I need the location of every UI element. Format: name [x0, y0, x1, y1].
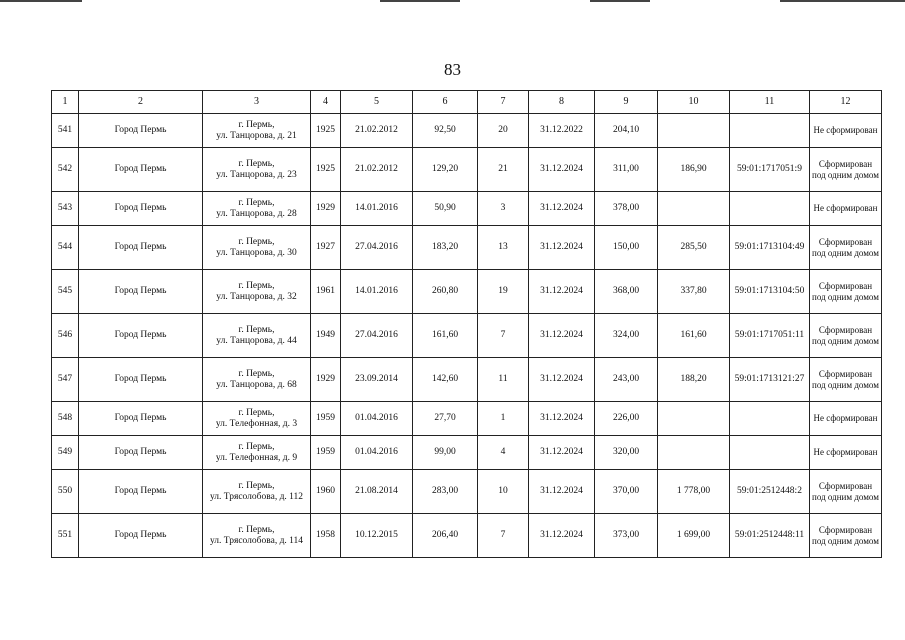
row-number-cell: 541: [52, 114, 79, 148]
address-city: г. Пермь,: [238, 158, 275, 169]
land-area-cell: 1 778,00: [658, 470, 730, 514]
area2-cell: 373,00: [595, 514, 658, 558]
area-cell: 283,00: [413, 470, 478, 514]
deadline-cell: 31.12.2024: [529, 402, 595, 436]
date-cell: 21.02.2012: [341, 114, 413, 148]
table-row: [52, 358, 882, 402]
date-cell: 14.01.2016: [341, 270, 413, 314]
area-cell: 142,60: [413, 358, 478, 402]
status-cell: Сформирован под одним домом: [810, 470, 882, 514]
land-area-cell: 285,50: [658, 226, 730, 270]
status-cell: Не сформирован: [810, 192, 882, 226]
year-cell: 1929: [311, 358, 341, 402]
address-street: ул. Телефонная, д. 9: [215, 452, 298, 463]
area2-cell: 226,00: [595, 402, 658, 436]
municipality-cell: Город Пермь: [79, 148, 203, 192]
cadastral-number-cell: 59:01:1713104:49: [730, 226, 810, 270]
status-cell: Сформирован под одним домом: [810, 358, 882, 402]
deadline-cell: 31.12.2024: [529, 514, 595, 558]
address-street: ул. Трясолобова, д. 112: [209, 491, 304, 502]
column-header: 3: [203, 91, 311, 114]
land-area-cell: [658, 436, 730, 470]
address-cell: [203, 192, 311, 226]
year-cell: 1927: [311, 226, 341, 270]
column-header: 6: [413, 91, 478, 114]
year-cell: 1959: [311, 436, 341, 470]
table-header: [52, 91, 882, 114]
year-cell: 1925: [311, 114, 341, 148]
table-row: [52, 314, 882, 358]
deadline-cell: 31.12.2024: [529, 436, 595, 470]
row-number-cell: 545: [52, 270, 79, 314]
top-edge-line: [780, 0, 905, 2]
municipality-cell: Город Пермь: [79, 436, 203, 470]
residents-cell: 1: [478, 402, 529, 436]
row-number-cell: 543: [52, 192, 79, 226]
address-street: ул. Танцорова, д. 32: [216, 291, 297, 302]
top-edge-line: [590, 0, 650, 2]
table-row: [52, 226, 882, 270]
municipality-cell: Город Пермь: [79, 314, 203, 358]
address-cell: [203, 436, 311, 470]
area2-cell: 378,00: [595, 192, 658, 226]
table-body: [52, 114, 882, 558]
column-header: 7: [478, 91, 529, 114]
address-city: г. Пермь,: [238, 480, 275, 491]
deadline-cell: 31.12.2024: [529, 314, 595, 358]
address-cell: [203, 314, 311, 358]
status-cell: Не сформирован: [810, 402, 882, 436]
table-row: [52, 470, 882, 514]
municipality-cell: Город Пермь: [79, 114, 203, 148]
residents-cell: 21: [478, 148, 529, 192]
address-city: г. Пермь,: [238, 324, 275, 335]
address-street: ул. Танцорова, д. 28: [216, 208, 297, 219]
address-city: г. Пермь,: [238, 119, 275, 130]
cadastral-number-cell: 59:01:1717051:11: [730, 314, 810, 358]
address-city: г. Пермь,: [238, 280, 275, 291]
status-cell: Сформирован под одним домом: [810, 226, 882, 270]
area-cell: 129,20: [413, 148, 478, 192]
column-header: 10: [658, 91, 730, 114]
land-area-cell: 337,80: [658, 270, 730, 314]
area2-cell: 324,00: [595, 314, 658, 358]
date-cell: 01.04.2016: [341, 402, 413, 436]
column-header: 5: [341, 91, 413, 114]
year-cell: 1959: [311, 402, 341, 436]
column-header: 9: [595, 91, 658, 114]
residents-cell: 7: [478, 314, 529, 358]
row-number-cell: 546: [52, 314, 79, 358]
land-area-cell: 188,20: [658, 358, 730, 402]
area-cell: 206,40: [413, 514, 478, 558]
year-cell: 1929: [311, 192, 341, 226]
deadline-cell: 31.12.2024: [529, 148, 595, 192]
address-cell: [203, 114, 311, 148]
deadline-cell: 31.12.2024: [529, 470, 595, 514]
status-cell: Сформирован под одним домом: [810, 148, 882, 192]
municipality-cell: Город Пермь: [79, 402, 203, 436]
table-row: [52, 192, 882, 226]
row-number-cell: 550: [52, 470, 79, 514]
address-cell: [203, 470, 311, 514]
land-area-cell: 186,90: [658, 148, 730, 192]
top-edge-line: [380, 0, 460, 2]
municipality-cell: Город Пермь: [79, 270, 203, 314]
status-cell: Сформирован под одним домом: [810, 514, 882, 558]
column-header: 2: [79, 91, 203, 114]
area2-cell: 243,00: [595, 358, 658, 402]
date-cell: 23.09.2014: [341, 358, 413, 402]
residents-cell: 11: [478, 358, 529, 402]
address-city: г. Пермь,: [238, 407, 275, 418]
cadastral-number-cell: 59:01:1713121:27: [730, 358, 810, 402]
column-header: 8: [529, 91, 595, 114]
area-cell: 183,20: [413, 226, 478, 270]
column-header: 11: [730, 91, 810, 114]
date-cell: 14.01.2016: [341, 192, 413, 226]
land-area-cell: 1 699,00: [658, 514, 730, 558]
deadline-cell: 31.12.2024: [529, 192, 595, 226]
deadline-cell: 31.12.2022: [529, 114, 595, 148]
status-cell: Не сформирован: [810, 436, 882, 470]
year-cell: 1960: [311, 470, 341, 514]
address-street: ул. Танцорова, д. 30: [216, 247, 297, 258]
year-cell: 1958: [311, 514, 341, 558]
row-number-cell: 548: [52, 402, 79, 436]
table-row: [52, 270, 882, 314]
year-cell: 1961: [311, 270, 341, 314]
date-cell: 21.02.2012: [341, 148, 413, 192]
address-street: ул. Танцорова, д. 23: [216, 169, 297, 180]
area-cell: 260,80: [413, 270, 478, 314]
address-cell: [203, 270, 311, 314]
date-cell: 21.08.2014: [341, 470, 413, 514]
row-number-cell: 544: [52, 226, 79, 270]
address-city: г. Пермь,: [238, 524, 275, 535]
area-cell: 161,60: [413, 314, 478, 358]
area-cell: 92,50: [413, 114, 478, 148]
area-cell: 50,90: [413, 192, 478, 226]
address-street: ул. Танцорова, д. 68: [216, 379, 297, 390]
address-street: ул. Танцорова, д. 44: [216, 335, 297, 346]
top-edge-line: [0, 0, 82, 2]
address-cell: [203, 148, 311, 192]
address-city: г. Пермь,: [238, 236, 275, 247]
table-row: [52, 114, 882, 148]
cadastral-number-cell: 59:01:1717051:9: [730, 148, 810, 192]
cadastral-number-cell: 59:01:2512448:2: [730, 470, 810, 514]
column-header: 12: [810, 91, 882, 114]
address-city: г. Пермь,: [238, 197, 275, 208]
residents-cell: 3: [478, 192, 529, 226]
year-cell: 1949: [311, 314, 341, 358]
address-street: ул. Танцорова, д. 21: [216, 130, 297, 141]
column-header: 4: [311, 91, 341, 114]
table-row: [52, 148, 882, 192]
deadline-cell: 31.12.2024: [529, 226, 595, 270]
residents-cell: 19: [478, 270, 529, 314]
cadastral-number-cell: [730, 114, 810, 148]
deadline-cell: 31.12.2024: [529, 358, 595, 402]
residents-cell: 7: [478, 514, 529, 558]
municipality-cell: Город Пермь: [79, 514, 203, 558]
residents-cell: 20: [478, 114, 529, 148]
address-city: г. Пермь,: [238, 441, 275, 452]
cadastral-number-cell: [730, 436, 810, 470]
row-number-cell: 542: [52, 148, 79, 192]
land-area-cell: 161,60: [658, 314, 730, 358]
column-header: 1: [52, 91, 79, 114]
date-cell: 27.04.2016: [341, 314, 413, 358]
date-cell: 10.12.2015: [341, 514, 413, 558]
area2-cell: 370,00: [595, 470, 658, 514]
area-cell: 27,70: [413, 402, 478, 436]
municipality-cell: Город Пермь: [79, 192, 203, 226]
address-cell: [203, 514, 311, 558]
address-cell: [203, 226, 311, 270]
area-cell: 99,00: [413, 436, 478, 470]
address-street: ул. Телефонная, д. 3: [215, 418, 298, 429]
area2-cell: 320,00: [595, 436, 658, 470]
area2-cell: 150,00: [595, 226, 658, 270]
year-cell: 1925: [311, 148, 341, 192]
land-area-cell: [658, 402, 730, 436]
table-row: [52, 436, 882, 470]
table-row: [52, 402, 882, 436]
municipality-cell: Город Пермь: [79, 470, 203, 514]
page-number: 83: [444, 60, 461, 79]
residents-cell: 13: [478, 226, 529, 270]
residents-cell: 4: [478, 436, 529, 470]
cadastral-number-cell: 59:01:1713104:50: [730, 270, 810, 314]
municipality-cell: Город Пермь: [79, 226, 203, 270]
address-cell: [203, 402, 311, 436]
housing-registry-table: [51, 90, 882, 558]
area2-cell: 368,00: [595, 270, 658, 314]
status-cell: Не сформирован: [810, 114, 882, 148]
table-row: [52, 514, 882, 558]
date-cell: 27.04.2016: [341, 226, 413, 270]
address-street: ул. Трясолобова, д. 114: [209, 535, 304, 546]
land-area-cell: [658, 192, 730, 226]
cadastral-number-cell: 59:01:2512448:11: [730, 514, 810, 558]
row-number-cell: 547: [52, 358, 79, 402]
row-number-cell: 549: [52, 436, 79, 470]
municipality-cell: Город Пермь: [79, 358, 203, 402]
address-city: г. Пермь,: [238, 368, 275, 379]
row-number-cell: 551: [52, 514, 79, 558]
date-cell: 01.04.2016: [341, 436, 413, 470]
status-cell: Сформирован под одним домом: [810, 314, 882, 358]
address-cell: [203, 358, 311, 402]
header-row: [52, 91, 882, 114]
land-area-cell: [658, 114, 730, 148]
deadline-cell: 31.12.2024: [529, 270, 595, 314]
residents-cell: 10: [478, 470, 529, 514]
area2-cell: 204,10: [595, 114, 658, 148]
cadastral-number-cell: [730, 192, 810, 226]
status-cell: Сформирован под одним домом: [810, 270, 882, 314]
cadastral-number-cell: [730, 402, 810, 436]
area2-cell: 311,00: [595, 148, 658, 192]
